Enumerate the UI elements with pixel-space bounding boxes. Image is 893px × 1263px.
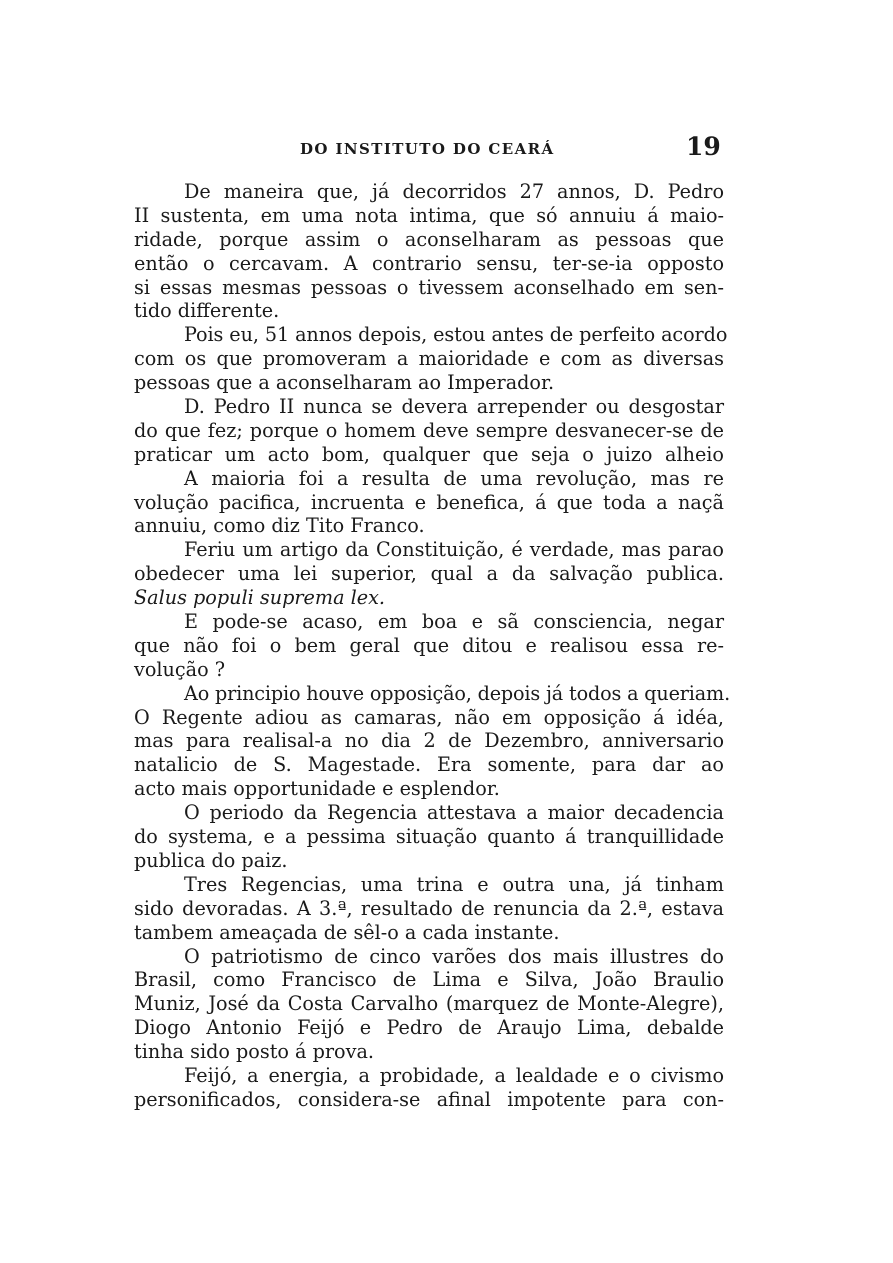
text-line: praticar um acto bom, qualquer que seja o juizo alheio — [134, 442, 724, 466]
page-number: 19 — [686, 132, 721, 161]
text-line: Salus populi suprema lex. — [134, 586, 386, 610]
text-line: tinha sido posto á prova. — [134, 1040, 374, 1064]
text-line: Muniz, José da Costa Carvalho (marquez de Monte-Alegre), — [134, 992, 724, 1016]
text-line: Brasil, como Francisco de Lima e Silva, João Braulio — [134, 968, 724, 992]
text-line: ridade, porque assim o aconselharam as pessoas que — [134, 227, 724, 251]
text-line: De maneira que, já decorridos 27 annos, D. Pedro — [184, 180, 724, 203]
text-line: sido devoradas. A 3.ª, resultado de renuncia da 2.ª, estava — [134, 896, 724, 920]
text-line: do que fez; porque o homem deve sempre desvanecer-se de — [134, 418, 724, 442]
text-line: personificados, considera-se afinal impotente para con- — [134, 1087, 724, 1111]
text-line: E pode-se acaso, em boa e sã consciencia, negar — [184, 610, 724, 634]
text-line: então o cercavam. A contrario sensu, ter-se-ia opposto — [134, 251, 724, 275]
text-line: si essas mesmas pessoas o tivessem aconselhado em sen- — [134, 275, 724, 299]
text-line: O patriotismo de cinco varões dos mais illustres do — [184, 944, 724, 968]
text-line: com os que promoveram a maioridade e com as diversas — [134, 347, 724, 371]
text-line: natalicio de S. Magestade. Era somente, para dar ao — [134, 753, 724, 777]
text-line: pessoas que a aconselharam ao Imperador. — [134, 371, 555, 395]
running-title: DO INSTITUTO DO CEARÁ — [300, 140, 555, 158]
text-line: publica do paiz. — [134, 848, 288, 872]
text-line: tido differente. — [134, 299, 280, 323]
text-line: Diogo Antonio Feijó e Pedro de Araujo Lima, debalde — [134, 1016, 724, 1040]
text-line: do systema, e a pessima situação quanto á tranquillidade — [134, 825, 724, 849]
text-line: II sustenta, em uma nota intima, que só annuiu á maio- — [134, 203, 724, 227]
text-line: A maioria foi a resulta de uma revolução, mas re — [184, 466, 724, 490]
text-line: Tres Regencias, uma trina e outra una, já tinham — [184, 872, 724, 896]
text-line: Pois eu, 51 annos depois, estou antes de perfeito acordo — [184, 323, 728, 347]
text-line: obedecer uma lei superior, qual a da salvação publica. — [134, 562, 724, 586]
text-line: mas para realisal-a no dia 2 de Dezembro, anniversario — [134, 729, 724, 753]
text-line: D. Pedro II nunca se devera arrepender ou desgostar — [184, 395, 724, 419]
text-line: acto mais opportunidade e esplendor. — [134, 777, 500, 801]
text-line: Ao principio houve opposição, depois já todos a queriam. — [184, 681, 731, 705]
body-text — [134, 180, 731, 1112]
text-line: O Regente adiou as camaras, não em opposição á idéa, — [134, 705, 724, 729]
text-line: volução pacifica, incruenta e benefica, á que toda a naçã — [134, 490, 724, 514]
text-line: Feriu um artigo da Constituição, é verdade, mas parao — [184, 538, 724, 562]
text-line: volução ? — [134, 657, 226, 681]
text-line: O periodo da Regencia attestava a maior decadencia — [184, 801, 724, 825]
text-line: Feijó, a energia, a probidade, a lealdade e o civismo — [184, 1063, 724, 1087]
text-line: tambem ameaçada de sêl-o a cada instante. — [134, 920, 560, 944]
text-line: annuiu, como diz Tito Franco. — [134, 514, 425, 538]
text-line: que não foi o bem geral que ditou e realisou essa re- — [134, 633, 724, 657]
